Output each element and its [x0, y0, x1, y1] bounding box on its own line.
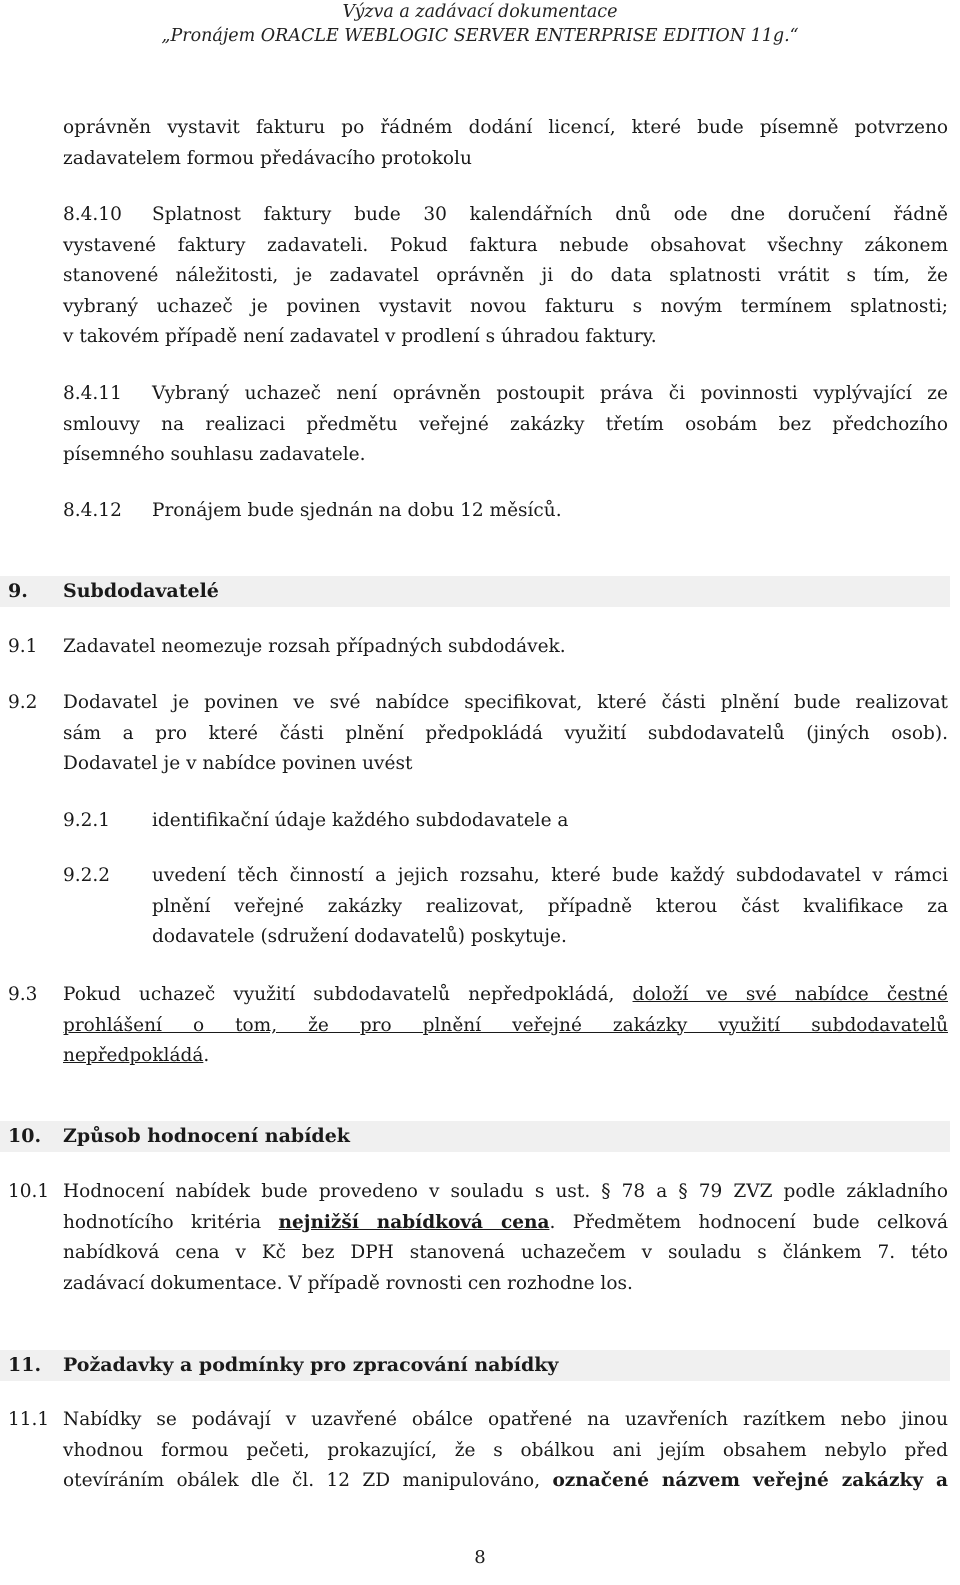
- document-header: [0, 0, 960, 48]
- header-title: Výzva a zadávací dokumentace: [342, 2, 618, 22]
- underlined-text: nepředpokládá: [63, 1045, 204, 1066]
- text-line: uvedení těch činností a jejich rozsahu, které bude každý subdodavatel v rámci: [152, 865, 948, 886]
- section-title: Způsob hodnocení nabídek: [63, 1125, 350, 1147]
- paragraph-intro: [63, 113, 948, 174]
- text-run: .: [203, 1045, 210, 1066]
- text-line: nabídková cena v Kč bez DPH stanovená uchazečem v souladu s článkem 7. této: [63, 1242, 948, 1263]
- clause-11-1: [63, 1405, 948, 1497]
- clause-8-4-10: [63, 231, 948, 353]
- clause-8-4-10-first: [152, 200, 948, 231]
- text-line: oprávněn vystavit fakturu po řádném dodání licencí, které bude písemně potvrzeno: [63, 117, 948, 138]
- text-line: vhodnou formou pečeti, prokazující, že s obálkou ani jejím obsahem nebylo před: [63, 1439, 948, 1461]
- text-line: Dodavatel je povinen ve své nabídce specifikovat, které části plnění bude realizovat: [63, 692, 948, 713]
- clause-number: 10.1: [8, 1181, 50, 1202]
- text-line: [63, 1041, 948, 1072]
- page-number: 8: [474, 1547, 486, 1568]
- text-line: stanovené náležitosti, je zadavatel oprávněn ji do data splatnosti vrátit s tím, že: [63, 265, 948, 286]
- clause-9-3: [63, 980, 948, 1072]
- text-line: Hodnocení nabídek bude provedeno v souladu s ust. § 78 a § 79 ZVZ podle základního: [63, 1181, 948, 1202]
- section-heading-9: [0, 576, 950, 607]
- text-line: písemného souhlasu zadavatele.: [63, 444, 366, 465]
- text-line: [63, 1466, 948, 1497]
- section-number: 11.: [8, 1354, 42, 1376]
- section-title: Subdodavatelé: [63, 580, 219, 602]
- text-line: vystavené faktury zadavateli. Pokud faktura nebude obsahovat všechny zákonem: [63, 234, 948, 256]
- criterion-text: nejnižší nabídková cena: [278, 1211, 550, 1233]
- text-line: [63, 980, 948, 1011]
- clause-number: 9.3: [8, 984, 38, 1005]
- clause-number: 9.1: [8, 636, 38, 657]
- clause-number: 11.1: [8, 1409, 50, 1430]
- clause-number: 9.2.1: [63, 810, 111, 831]
- section-title: Požadavky a podmínky pro zpracování nabídky: [63, 1354, 559, 1376]
- text-line: Dodavatel je v nabídce povinen uvést: [63, 753, 413, 774]
- clause-9-2-2: [152, 861, 948, 953]
- text-line: dodavatele (sdružení dodavatelů) poskytuje.: [152, 926, 567, 947]
- clause-8-4-11-first: [152, 379, 948, 410]
- clause-10-1: [63, 1177, 948, 1299]
- clause-number: 9.2: [8, 692, 38, 713]
- clause-text: Pronájem bude sjednán na dobu 12 měsíců.: [152, 500, 562, 521]
- header-subtitle: „Pronájem ORACLE WEBLOGIC SERVER ENTERPRISE EDITION 11g.“: [161, 26, 799, 46]
- clause-number: 8.4.10: [63, 204, 122, 225]
- text-line: plnění veřejné zakázky realizovat, případně kterou část kvalifikace za: [152, 895, 948, 917]
- clause-text: Zadavatel neomezuje rozsah případných subdodávek.: [63, 636, 566, 657]
- text-run: Pokud uchazeč využití subdodavatelů nepředpokládá,: [63, 984, 615, 1005]
- clause-9-2: [63, 688, 948, 780]
- text-line: Vybraný uchazeč není oprávněn postoupit práva či povinnosti vyplývající ze: [152, 383, 948, 404]
- underlined-text: prohlášení o tom, že pro plnění veřejné zakázky využití subdodavatelů: [63, 1014, 948, 1036]
- clause-text: identifikační údaje každého subdodavatele a: [152, 810, 569, 831]
- text-line: vybraný uchazeč je povinen vystavit novou fakturu s novým termínem splatnosti;: [63, 295, 948, 317]
- clause-number: 8.4.12: [63, 500, 122, 521]
- text-line: [63, 1208, 948, 1239]
- clause-8-4-11: [63, 410, 948, 471]
- text-line: Splatnost faktury bude 30 kalendářních dnů ode dne doručení řádně: [152, 204, 948, 225]
- section-number: 10.: [8, 1125, 42, 1147]
- text-line: Nabídky se podávají v uzavřené obálce opatřené na uzavřeních razítkem nebo jinou: [63, 1409, 948, 1430]
- text-line: zadavatelem formou předávacího protokolu: [63, 147, 472, 169]
- text-line: v takovém případě není zadavatel v prodlení s úhradou faktury.: [63, 326, 657, 347]
- text-line: sám a pro které části plnění předpokládá využití subdodavatelů (jiných osob).: [63, 722, 948, 744]
- text-line: smlouvy na realizaci předmětu veřejné zakázky třetím osobám bez předchozího: [63, 413, 948, 435]
- text-line: zadávací dokumentace. V případě rovnosti cen rozhodne los.: [63, 1272, 633, 1294]
- clause-number: 9.2.2: [63, 865, 111, 886]
- section-heading-10: [0, 1121, 950, 1152]
- text-run: otevíráním obálek dle čl. 12 ZD manipulováno,: [63, 1470, 541, 1491]
- bold-text: označené názvem veřejné zakázky a: [552, 1470, 948, 1491]
- text-run: hodnotícího kritéria: [63, 1211, 262, 1233]
- section-heading-11: [0, 1350, 950, 1381]
- clause-number: 8.4.11: [63, 383, 122, 404]
- section-number: 9.: [8, 580, 28, 602]
- underlined-text: doloží ve své nabídce čestné: [632, 984, 948, 1005]
- text-run: . Předmětem hodnocení bude celková: [549, 1211, 948, 1233]
